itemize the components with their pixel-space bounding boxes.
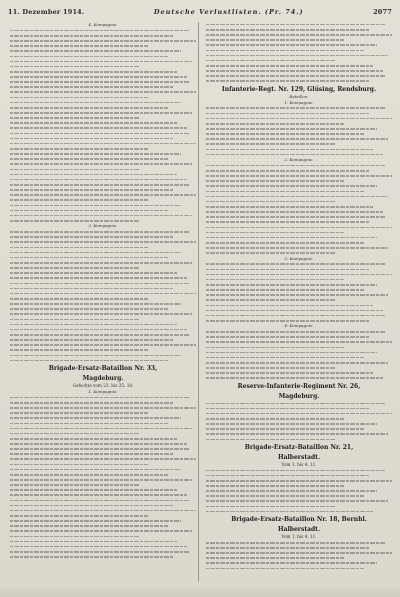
column-divider [198,22,199,582]
right-section-a-sub1: 1. Kompagnie. [284,99,314,105]
illegible-entry-line [206,79,392,84]
page-bottom-edge [0,585,400,597]
right-section-c-info: Vom 1. bis 4. 11. [281,461,317,467]
right-section-a-title: Infanterie-Regt. Nr. 129, Glüsing, Rendsburg. [221,85,377,93]
left-block1-headline: 4. Kompagnie. [88,22,118,27]
right-section-c-title: Brigade-Ersatz-Bataillon Nr. 21, [244,443,354,451]
right-section-a-sub2: 2. Kompagnie. [284,157,314,163]
illegible-entry-line [206,566,392,571]
right-section-d-info: Vom 1. bis 4. 11. [281,534,317,540]
right-section-a-sub3: 3. Kompagnie. [284,255,314,261]
left-section1-info: Gefechte vom 23. bis 25. 10. [72,383,134,388]
right-section-d-city: Halberstadt. [277,526,321,534]
right-section-a-sub4: 4. Kompagnie. [284,323,314,329]
page-header [8,6,392,18]
right-section-b-city: Magdeburg. [278,392,320,400]
header-page-number: 2077 [373,8,392,16]
illegible-entry-line [10,554,196,559]
header-title: Deutsche Verlustlisten. (Pr. 74.) [153,8,304,16]
illegible-entry-line [206,437,392,442]
left-block2-headline: 3. Kompagnie. [88,223,118,229]
right-section-a-company: Bataillon. [289,93,309,99]
header-date: 11. Dezember 1914. [8,8,85,16]
illegible-entry-line [10,358,196,363]
right-section-c-city: Halberstadt. [277,453,321,461]
right-section-b-title: Reserve-Infanterie-Regiment Nr. 26, [237,382,361,390]
left-column [10,22,196,560]
right-section-d-title: Brigade-Ersatz-Bataillon Nr. 18, Bernhl. [231,516,367,524]
illegible-entry-line [206,376,392,381]
illegible-entry-line [206,509,392,514]
left-section1-city: Magdeburg. [82,375,124,382]
left-section1-company: 1. Kompagnie. [88,389,118,394]
right-column [206,22,392,571]
left-section1-title: Brigade-Ersatz-Bataillon Nr. 33, [48,365,158,372]
